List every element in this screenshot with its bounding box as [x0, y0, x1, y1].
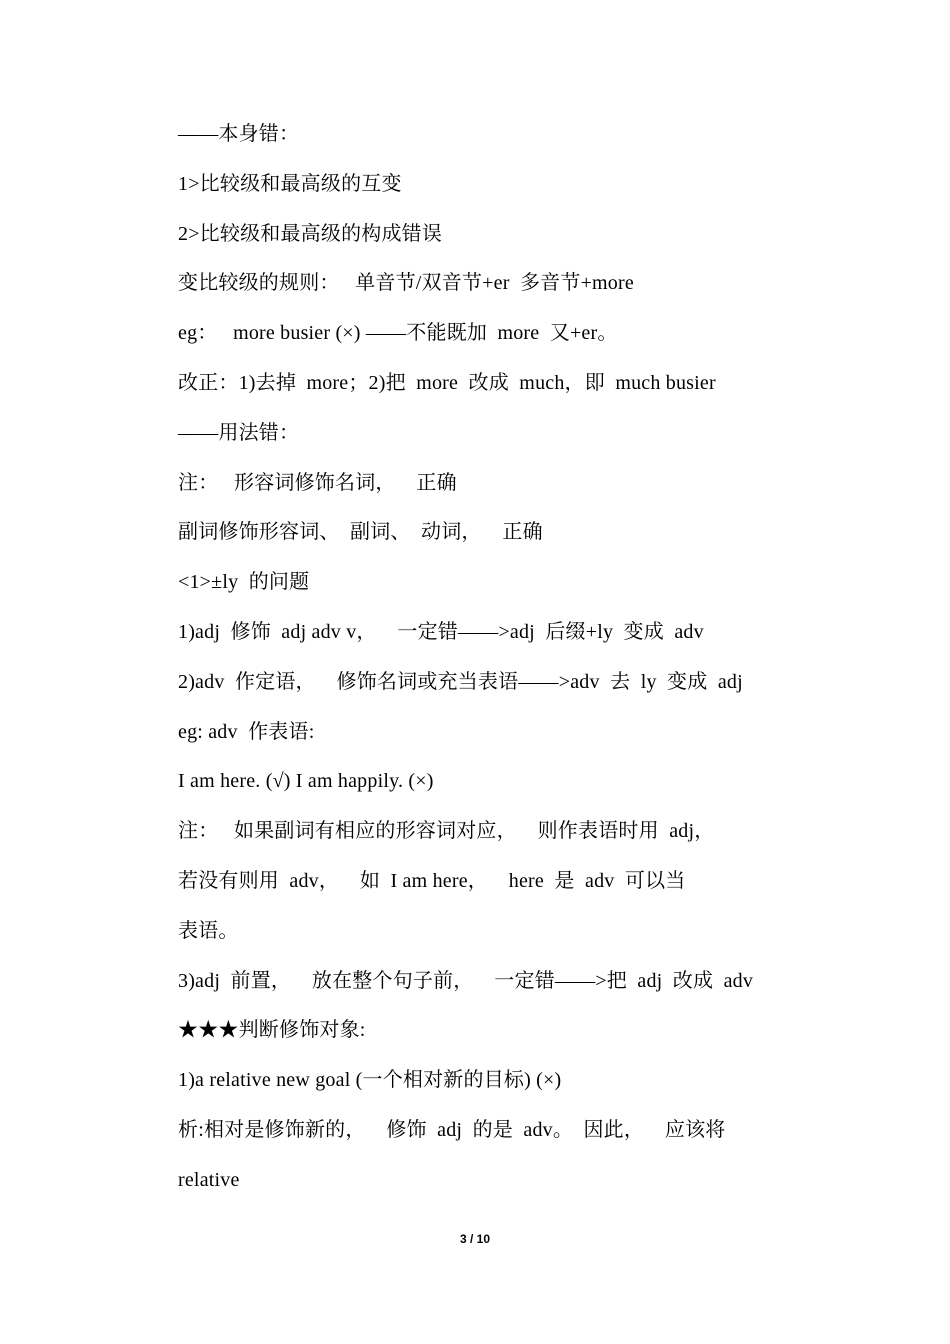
text-line: eg: adv 作表语:: [178, 720, 315, 743]
text-line: I am here. (√) I am happily. (×): [178, 770, 434, 793]
text-line: 注： 形容词修饰名词， 正确: [178, 471, 457, 494]
text-line: 改正：1)去掉 more；2)把 more 改成 much，即 much busier: [178, 371, 716, 394]
text-line: relative: [178, 1168, 240, 1191]
text-line: ——本身错：: [178, 123, 300, 145]
text-line: ★★★判断修饰对象:: [178, 1019, 366, 1042]
text-line: 1)a relative new goal (一个相对新的目标) (×): [178, 1069, 562, 1092]
text-line: 析:相对是修饰新的， 修饰 adj 的是 adv。 因此， 应该将: [178, 1118, 726, 1141]
text-line: 副词修饰形容词、 副词、 动词， 正确: [178, 521, 543, 544]
document-body: [178, 118, 818, 1214]
text-line: 变比较级的规则： 单音节/双音节+er 多音节+more: [178, 272, 634, 295]
text-line: 2>比较级和最高级的构成错误: [178, 222, 443, 245]
text-line: ——用法错：: [178, 421, 300, 444]
text-line: 注： 如果副词有相应的形容词对应， 则作表语时用 adj，: [178, 820, 715, 843]
text-line: 1)adj 修饰 adj adv v， 一定错——>adj 后缀+ly 变成 adv: [178, 620, 704, 643]
text-line: 2)adv 作定语， 修饰名词或充当表语——>adv 去 ly 变成 adj: [178, 670, 743, 693]
page-number: 3 / 10: [459, 1232, 491, 1246]
text-line: 表语。: [178, 919, 239, 942]
text-line: 3)adj 前置， 放在整个句子前， 一定错——>把 adj 改成 adv: [178, 969, 754, 992]
text-line: 1>比较级和最高级的互变: [178, 172, 402, 195]
text-line: <1>±ly 的问题: [178, 571, 310, 594]
text-line: eg： more busier (×) ——不能既加 more 又+er。: [178, 322, 618, 345]
text-line: 若没有则用 adv， 如 I am here， here 是 adv 可以当: [178, 869, 686, 892]
